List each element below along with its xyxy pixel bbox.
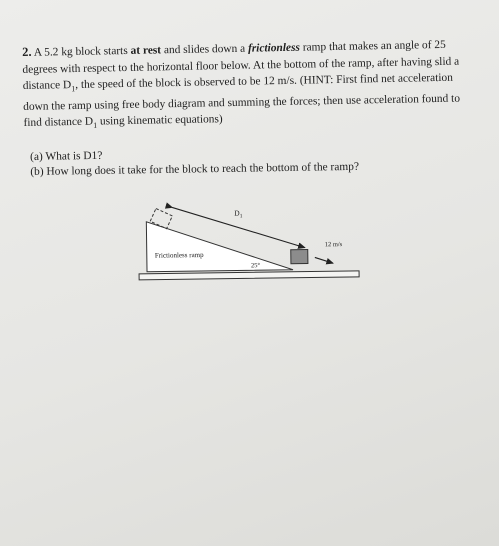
problem-text-segment: frictionless [247,41,301,55]
problem-statement [22,35,476,136]
problem-text-segment: using kinematic equations) [96,113,223,128]
block-bottom [291,250,308,264]
question-a: (a) What is D1? [30,149,103,163]
distance-label: $D_1$ [234,208,243,220]
velocity-arrow [315,257,333,263]
problem-text-segment: A 5.2 kg block starts [31,44,131,59]
problem-text-segment: 1 [93,121,98,131]
question-b: (b) How long does it take for the block to reach the bottom of the ramp? [30,160,360,178]
problem-text-segment: 1 [71,84,76,94]
problem-text-segment: , the speed of the block is observed to be 12 m/s. (HINT: First find net acceleration down the ramp using free body diagram and summing the forces; then use acceleration found to find distance D [23,71,461,130]
ramp-diagram [132,195,373,290]
question-list [30,143,470,180]
problem-number: 2. [22,44,32,59]
problem-text [22,39,460,129]
problem-text-segment: ramp that makes an angle of 25 degrees with respect to the horizontal floor below. At the bottom of the ramp, after having slid a distance D [22,38,460,92]
ramp-label: Frictionless ramp [154,251,204,260]
angle-label: 25° [250,262,261,270]
problem-text-segment: at rest [130,44,162,57]
speed-label: 12 m/s [324,241,343,249]
problem-text-segment: and slides down a [160,42,249,57]
floor [139,271,359,280]
ramp [146,220,293,272]
